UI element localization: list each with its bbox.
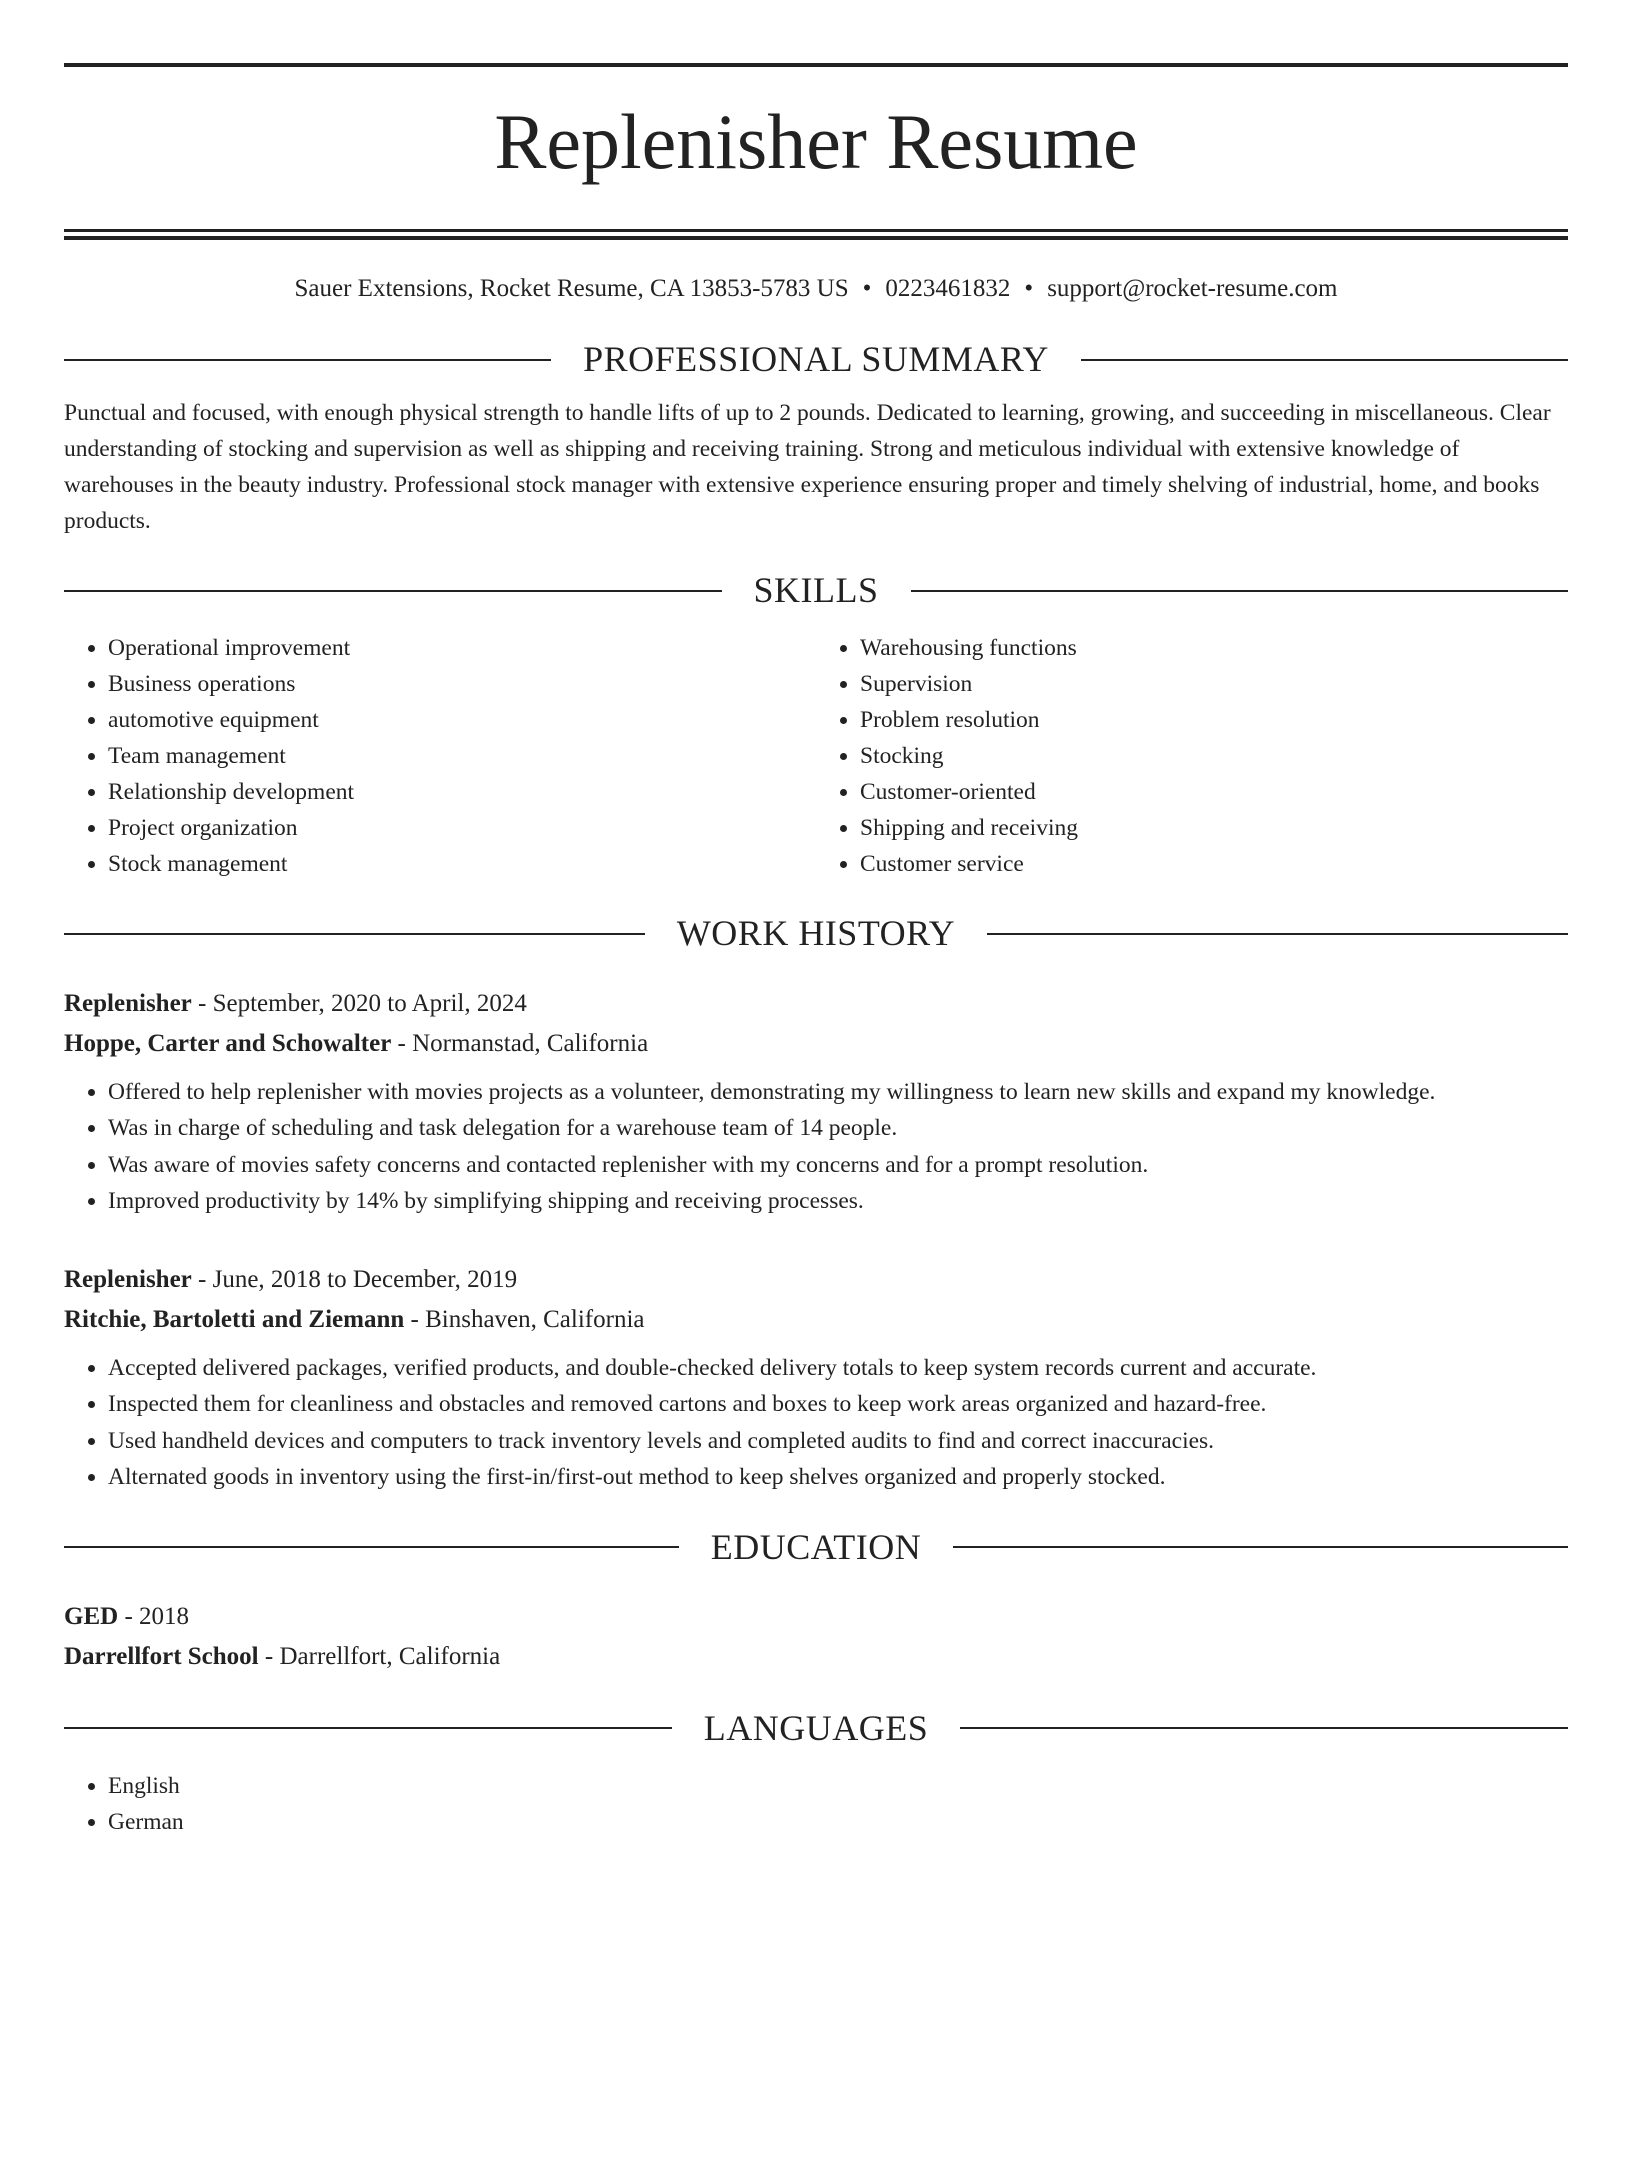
education-location: - Darrellfort, California [258, 1642, 501, 1670]
heading-rule [64, 590, 722, 592]
skills-column-right [816, 630, 1568, 882]
contact-address: Sauer Extensions, Rocket Resume, CA 13853-5783 US [294, 275, 849, 302]
section-heading-work [64, 912, 1568, 955]
contact-email: support@rocket-resume.com [1047, 275, 1338, 302]
resume-page [0, 63, 1632, 2175]
skills-list [64, 630, 1568, 882]
section-title: EDUCATION [710, 1526, 922, 1567]
skill-item: • Shipping and receiving [860, 810, 1568, 846]
skill-item: • Warehousing functions [860, 630, 1568, 666]
education-school-line [64, 1637, 1568, 1677]
language-item: • German [108, 1804, 1568, 1840]
education-degree-line [64, 1597, 1568, 1637]
job-dates: - June, 2018 to December, 2019 [191, 1265, 518, 1293]
title-double-rule [64, 229, 1568, 240]
education-year: - 2018 [118, 1602, 190, 1630]
skill-item: • automotive equipment [108, 702, 816, 738]
section-title: WORK HISTORY [676, 913, 956, 954]
heading-rule [1081, 359, 1568, 361]
job-bullet: • Was in charge of scheduling and task delegation for a warehouse team of 14 people. [108, 1110, 1568, 1147]
education-degree: GED [64, 1602, 119, 1630]
job-title-line [64, 1260, 1568, 1300]
job-company: Ritchie, Bartoletti and Ziemann [64, 1305, 405, 1333]
job-title: Replenisher [64, 1265, 192, 1293]
skill-item: • Operational improvement [108, 630, 816, 666]
skill-item: • Customer service [860, 846, 1568, 882]
heading-rule [64, 1546, 679, 1548]
languages-list [64, 1768, 1568, 1840]
job-dates: - September, 2020 to April, 2024 [191, 989, 527, 1017]
language-item: • English [108, 1768, 1568, 1804]
job-bullet: • Alternated goods in inventory using the first-in/first-out method to keep shelves organized and properly stocked. [108, 1459, 1568, 1496]
contact-separator: • [1024, 275, 1034, 302]
job-company: Hoppe, Carter and Schowalter [64, 1029, 392, 1057]
heading-rule [64, 933, 645, 935]
section-title: SKILLS [753, 570, 879, 611]
skill-item: • Stock management [108, 846, 816, 882]
section-heading-education [64, 1526, 1568, 1569]
education-entry [64, 1597, 1568, 1677]
job-entry [64, 1260, 1568, 1496]
heading-rule [911, 590, 1569, 592]
job-bullet: • Offered to help replenisher with movies projects as a volunteer, demonstrating my willingness to learn new skills and expand my knowledge. [108, 1074, 1568, 1111]
job-location: - Normanstad, California [391, 1029, 649, 1057]
job-title-line [64, 984, 1568, 1024]
summary-text: Punctual and focused, with enough physical strength to handle lifts of up to 2 pounds. Dedicated to learning, growing, and succeeding in miscellaneous. Clear understanding of stocking and supervision as well as shipping and receiving training. Strong and meticulous individual with extensive knowledge of warehouses in the beauty industry. Professional stock manager with extensive experience ensuring proper and timely shelving of industrial, home, and books products. [64, 400, 1551, 535]
job-bullet: • Used handheld devices and computers to track inventory levels and completed audits to find and correct inaccuracies. [108, 1423, 1568, 1460]
heading-rule [960, 1727, 1568, 1729]
heading-rule [64, 1727, 672, 1729]
skill-item: • Stocking [860, 738, 1568, 774]
job-title: Replenisher [64, 989, 192, 1017]
skill-item: • Problem resolution [860, 702, 1568, 738]
top-rule [64, 63, 1568, 67]
job-company-line [64, 1300, 1568, 1340]
heading-rule [987, 933, 1568, 935]
job-entry [64, 984, 1568, 1220]
job-bullets [64, 1074, 1568, 1220]
contact-line [64, 274, 1568, 308]
job-bullet: • Accepted delivered packages, verified products, and double-checked delivery totals to keep system records current and accurate. [108, 1350, 1568, 1387]
skill-item: • Supervision [860, 666, 1568, 702]
skill-item: • Team management [108, 738, 816, 774]
job-company-line [64, 1024, 1568, 1064]
job-bullet: • Was aware of movies safety concerns and contacted replenisher with my concerns and for a prompt resolution. [108, 1147, 1568, 1184]
section-heading-summary [64, 338, 1568, 381]
resume-title: Replenisher Resume [494, 98, 1138, 185]
section-title: LANGUAGES [703, 1707, 929, 1748]
skills-column-left [64, 630, 816, 882]
job-bullet: • Improved productivity by 14% by simplifying shipping and receiving processes. [108, 1183, 1568, 1220]
heading-rule [64, 359, 551, 361]
section-heading-languages [64, 1707, 1568, 1750]
job-bullets [64, 1350, 1568, 1496]
job-bullet: • Inspected them for cleanliness and obstacles and removed cartons and boxes to keep work areas organized and hazard-free. [108, 1386, 1568, 1423]
contact-phone: 0223461832 [885, 275, 1011, 302]
contact-separator: • [862, 275, 872, 302]
section-title: PROFESSIONAL SUMMARY [583, 339, 1049, 379]
skill-item: • Relationship development [108, 774, 816, 810]
heading-rule [953, 1546, 1568, 1548]
job-location: - Binshaven, California [404, 1305, 645, 1333]
skill-item: • Business operations [108, 666, 816, 702]
skill-item: • Project organization [108, 810, 816, 846]
skill-item: • Customer-oriented [860, 774, 1568, 810]
section-heading-skills [64, 569, 1568, 612]
education-school: Darrellfort School [64, 1642, 259, 1670]
